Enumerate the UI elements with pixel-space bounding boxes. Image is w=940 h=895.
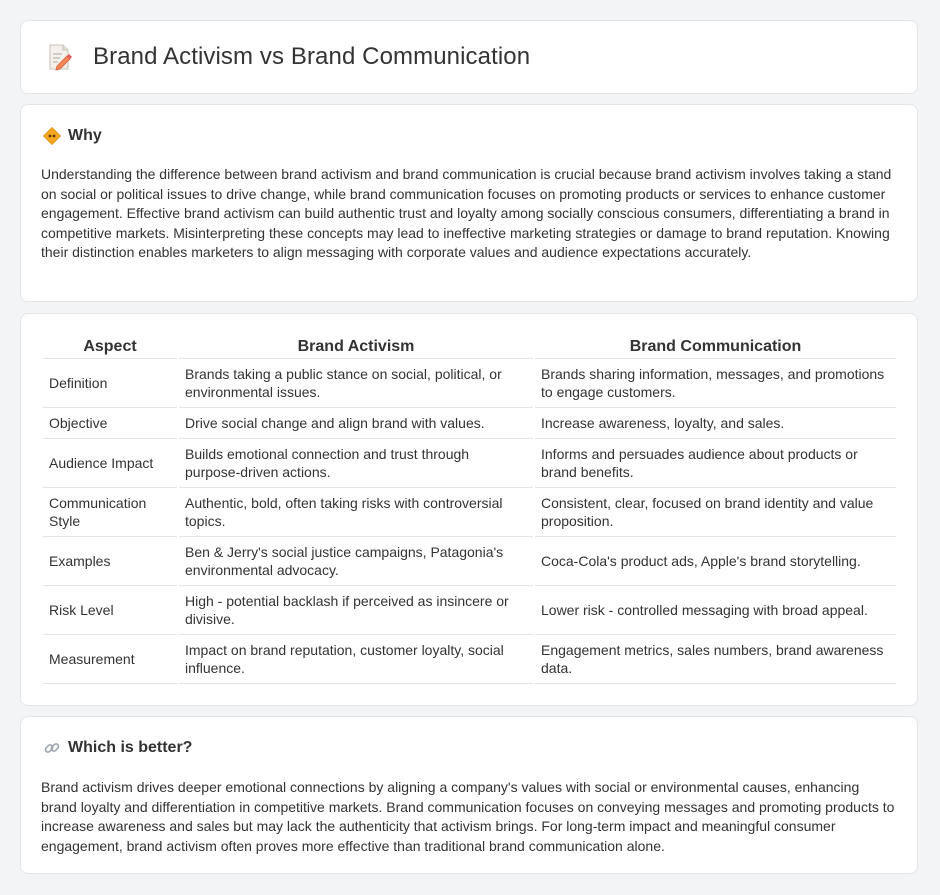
table-row — [43, 439, 896, 488]
row-aspect: Measurement — [43, 635, 177, 684]
row-aspect: Definition — [43, 359, 177, 408]
row-activism: Impact on brand reputation, customer loyalty, social influence. — [179, 635, 533, 684]
row-aspect: Objective — [43, 408, 177, 439]
row-activism: Brands taking a public stance on social, political, or environmental issues. — [179, 359, 533, 408]
which-better-section — [20, 716, 918, 874]
column-header-brand-activism: Brand Activism — [179, 336, 533, 359]
why-heading: Why — [68, 127, 102, 144]
row-communication: Lower risk - controlled messaging with broad appeal. — [535, 586, 896, 635]
table-row — [43, 635, 896, 684]
header-card — [20, 20, 918, 94]
table-row — [43, 537, 896, 586]
row-communication: Consistent, clear, focused on brand identity and value proposition. — [535, 488, 896, 537]
row-activism: Drive social change and align brand with values. — [179, 408, 533, 439]
column-header-aspect: Aspect — [43, 336, 177, 359]
comparison-section — [20, 313, 918, 706]
diamond-sign-icon — [43, 127, 61, 145]
why-section — [20, 104, 918, 302]
comparison-table — [41, 336, 898, 684]
row-activism: High - potential backlash if perceived as insincere or divisive. — [179, 586, 533, 635]
why-text: Understanding the difference between brand activism and brand communication is crucial because brand activism involves taking a stand on social or political issues to drive change, while brand communication focuses on promoting products or services to enhance customer engagement. Effective brand activism can build authentic trust and loyalty among socially conscious consumers, differentiating a brand in competitive markets. Misinterpreting these concepts may lead to ineffective marketing strategies or damage to brand reputation. Knowing their distinction enables marketers to align messaging with corporate values and audience expectations accurately. — [41, 166, 892, 260]
page-title: Brand Activism vs Brand Communication — [93, 43, 531, 70]
better-heading-row — [43, 739, 192, 757]
better-text: Brand activism drives deeper emotional connections by aligning a company's values with social or environmental causes, enhancing brand loyalty and differentiation in competitive markets. Brand communication focuses on conveying messages and promoting products to increase awareness and sales but may lack the authenticity that activism brings. For long-term impact and meaningful consumer engagement, brand activism often proves more effective than traditional brand communication alone. — [41, 779, 895, 854]
table-row — [43, 488, 896, 537]
table-header-row — [43, 336, 896, 359]
row-aspect: Audience Impact — [43, 439, 177, 488]
row-activism: Ben & Jerry's social justice campaigns, Patagonia's environmental advocacy. — [179, 537, 533, 586]
title-row — [47, 43, 530, 71]
column-header-brand-communication: Brand Communication — [535, 336, 896, 359]
link-icon — [43, 739, 61, 757]
row-activism: Authentic, bold, often taking risks with controversial topics. — [179, 488, 533, 537]
row-communication: Brands sharing information, messages, and promotions to engage customers. — [535, 359, 896, 408]
table-row — [43, 408, 896, 439]
row-aspect: Communication Style — [43, 488, 177, 537]
row-aspect: Examples — [43, 537, 177, 586]
row-communication: Increase awareness, loyalty, and sales. — [535, 408, 896, 439]
table-row — [43, 359, 896, 408]
row-communication: Engagement metrics, sales numbers, brand awareness data. — [535, 635, 896, 684]
better-heading: Which is better? — [68, 739, 193, 756]
row-aspect: Risk Level — [43, 586, 177, 635]
row-communication: Informs and persuades audience about products or brand benefits. — [535, 439, 896, 488]
why-heading-row — [43, 127, 102, 145]
document-edit-icon — [47, 43, 73, 71]
table-row — [43, 586, 896, 635]
row-activism: Builds emotional connection and trust through purpose-driven actions. — [179, 439, 533, 488]
row-communication: Coca-Cola's product ads, Apple's brand storytelling. — [535, 537, 896, 586]
